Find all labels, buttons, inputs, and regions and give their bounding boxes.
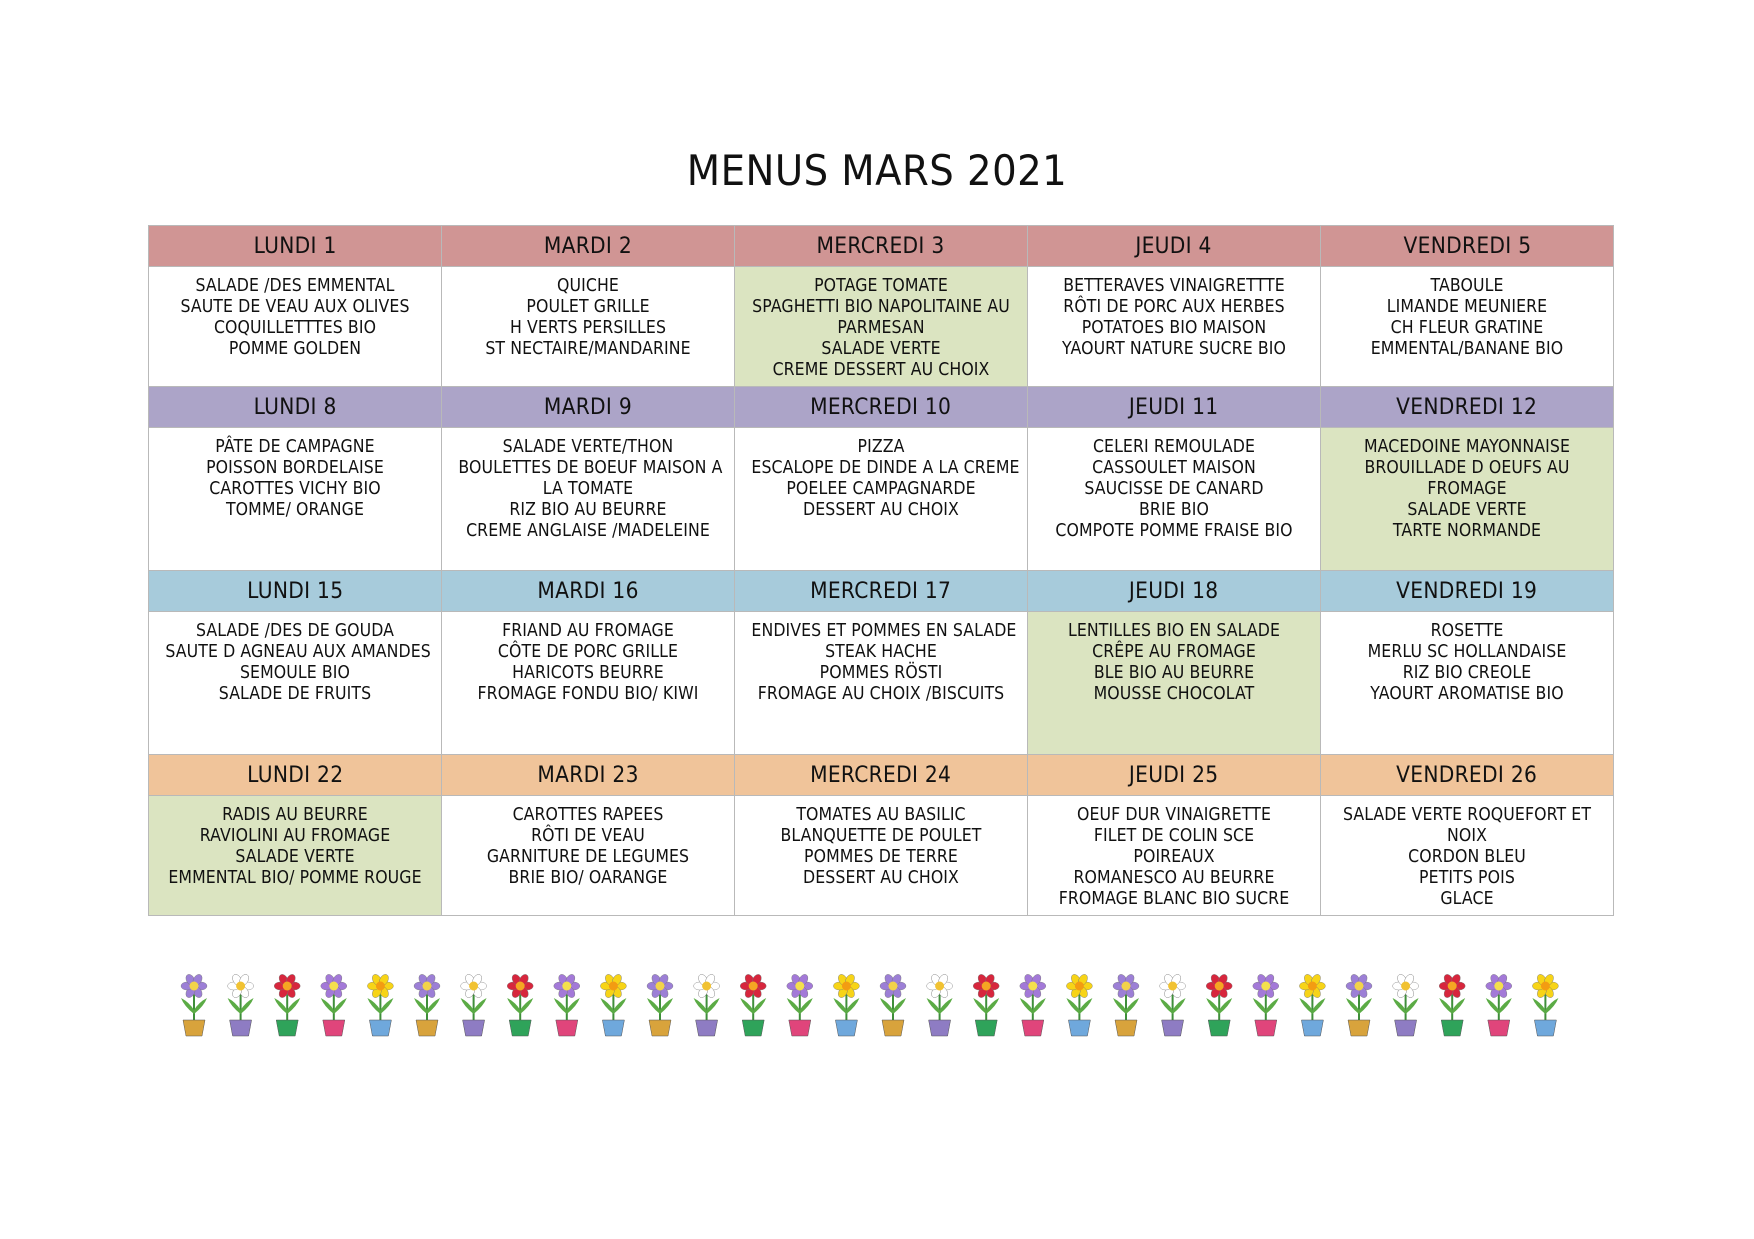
day-header-label: LUNDI 22 xyxy=(246,762,344,788)
potted-flower xyxy=(787,973,813,1036)
potted-flower xyxy=(1486,973,1512,1036)
day-header xyxy=(1321,755,1614,796)
day-header-label: MERCREDI 24 xyxy=(810,762,952,788)
menu-item: ESCALOPE DE DINDE A LA CREME xyxy=(751,458,1020,478)
day-menu-cell xyxy=(442,612,735,755)
day-header xyxy=(149,571,442,612)
menu-item: YAOURT AROMATISE BIO xyxy=(1370,684,1564,704)
menu-item: POULET GRILLE xyxy=(526,297,650,317)
potted-flower xyxy=(1393,973,1419,1036)
menu-item: HARICOTS BEURRE xyxy=(512,663,664,683)
menu-item: ENDIVES ET POMMES EN SALADE xyxy=(751,621,1017,641)
menu-item: POTAGE TOMATE xyxy=(814,276,948,296)
menu-item: RÔTI DE PORC AUX HERBES xyxy=(1063,297,1285,317)
day-header-label: VENDREDI 12 xyxy=(1396,394,1538,420)
menu-item: POISSON BORDELAISE xyxy=(206,458,384,478)
potted-flower xyxy=(1020,973,1046,1036)
menu-item: MOUSSE CHOCOLAT xyxy=(1093,684,1255,704)
day-menu-cell xyxy=(735,428,1028,571)
menu-item: SALADE VERTE/THON xyxy=(502,437,674,457)
day-menu-cell xyxy=(149,612,442,755)
menu-item: SALADE DE FRUITS xyxy=(218,684,372,704)
day-header xyxy=(442,755,735,796)
menu-item: TARTE NORMANDE xyxy=(1392,521,1542,541)
menu-item: SALADE VERTE xyxy=(821,339,941,359)
potted-flower xyxy=(1532,973,1558,1036)
potted-flower xyxy=(1113,973,1139,1036)
day-menu-cell xyxy=(149,267,442,387)
potted-flower xyxy=(1253,973,1279,1036)
day-menu-cell xyxy=(149,428,442,571)
menu-item: DESSERT AU CHOIX xyxy=(803,868,959,888)
potted-flower xyxy=(973,973,999,1036)
menu-item: POMMES RÖSTI xyxy=(819,663,943,683)
week-menu-row xyxy=(149,612,1614,755)
menu-item: RIZ BIO AU BEURRE xyxy=(509,500,667,520)
menu-item: DESSERT AU CHOIX xyxy=(803,500,959,520)
day-header xyxy=(1321,571,1614,612)
day-header-label: VENDREDI 19 xyxy=(1396,578,1538,604)
day-header-label: LUNDI 8 xyxy=(253,394,337,420)
menu-item: GARNITURE DE LEGUMES xyxy=(486,847,690,867)
potted-flower xyxy=(880,973,906,1036)
menu-item: CH FLEUR GRATINE xyxy=(1390,318,1544,338)
day-header xyxy=(149,755,442,796)
day-header xyxy=(1028,571,1321,612)
day-header-label: JEUDI 18 xyxy=(1129,578,1219,604)
menu-item: BLANQUETTE DE POULET xyxy=(780,826,982,846)
day-menu-cell xyxy=(1028,428,1321,571)
menu-item: LENTILLES BIO EN SALADE xyxy=(1067,621,1281,641)
week-menu-row xyxy=(149,796,1614,916)
menu-item: FRIAND AU FROMAGE xyxy=(502,621,674,641)
day-header xyxy=(1321,226,1614,267)
menu-item: NOIX xyxy=(1447,826,1487,846)
menu-item: CAROTTES VICHY BIO xyxy=(209,479,381,499)
day-menu-cell xyxy=(735,796,1028,916)
page-title: MENUS MARS 2021 xyxy=(686,146,1068,195)
menu-item: TOMME/ ORANGE xyxy=(225,500,365,520)
week-header-row xyxy=(149,387,1614,428)
day-header-label: VENDREDI 5 xyxy=(1403,233,1531,259)
day-header-label: LUNDI 15 xyxy=(246,578,344,604)
menu-item: TABOULE xyxy=(1430,276,1504,296)
menu-item: MACEDOINE MAYONNAISE xyxy=(1364,437,1570,457)
day-menu-cell xyxy=(1321,796,1614,916)
day-menu-cell xyxy=(149,796,442,916)
day-menu-cell xyxy=(1321,267,1614,387)
menu-item: SAUTE DE VEAU AUX OLIVES xyxy=(180,297,410,317)
day-header-label: MARDI 9 xyxy=(543,394,633,420)
day-menu-cell xyxy=(1028,267,1321,387)
menu-item: CAROTTES RAPEES xyxy=(512,805,664,825)
menu-item: FROMAGE AU CHOIX /BISCUITS xyxy=(757,684,1005,704)
menu-item: COQUILLETTTES BIO xyxy=(213,318,377,338)
day-header-label: MARDI 16 xyxy=(537,578,639,604)
menu-item: CASSOULET MAISON xyxy=(1092,458,1256,478)
potted-flower xyxy=(1160,973,1186,1036)
menu-item: CRÊPE AU FROMAGE xyxy=(1092,642,1256,662)
week-menu-row xyxy=(149,428,1614,571)
day-header xyxy=(1028,226,1321,267)
day-header xyxy=(1321,387,1614,428)
menu-item: RIZ BIO CREOLE xyxy=(1402,663,1532,683)
potted-flower xyxy=(740,973,766,1036)
day-header xyxy=(1028,755,1321,796)
potted-flower xyxy=(1206,973,1232,1036)
menu-item: COMPOTE POMME FRAISE BIO xyxy=(1055,521,1293,541)
menu-item: POELEE CAMPAGNARDE xyxy=(786,479,976,499)
week-header-row xyxy=(149,755,1614,796)
menu-item: FROMAGE BLANC BIO SUCRE xyxy=(1058,889,1290,909)
menu-item: SPAGHETTI BIO NAPOLITAINE AU xyxy=(752,297,1010,317)
day-menu-cell xyxy=(1321,612,1614,755)
menu-table xyxy=(148,225,1614,916)
menu-item: POMME GOLDEN xyxy=(228,339,362,359)
menu-item: POTATOES BIO MAISON xyxy=(1081,318,1267,338)
potted-flower xyxy=(1439,973,1465,1036)
day-menu-cell xyxy=(442,428,735,571)
menu-item: MERLU SC HOLLANDAISE xyxy=(1367,642,1567,662)
menu-item: ROMANESCO AU BEURRE xyxy=(1073,868,1275,888)
day-menu-cell xyxy=(735,267,1028,387)
menu-item: CREME DESSERT AU CHOIX xyxy=(772,360,990,380)
day-menu-cell xyxy=(735,612,1028,755)
menu-item: EMMENTAL BIO/ POMME ROUGE xyxy=(168,868,422,888)
menu-item: SAUTE D AGNEAU AUX AMANDES xyxy=(165,642,431,662)
menu-item: ROSETTE xyxy=(1430,621,1504,641)
potted-flower xyxy=(1066,973,1092,1036)
potted-flower xyxy=(507,973,533,1036)
week-menu-row xyxy=(149,267,1614,387)
menu-item: POIREAUX xyxy=(1133,847,1215,867)
potted-flower xyxy=(414,973,440,1036)
day-header-label: JEUDI 4 xyxy=(1135,233,1213,259)
menu-item: BOULETTES DE BOEUF MAISON A xyxy=(458,458,723,478)
day-header xyxy=(442,571,735,612)
menu-item: YAOURT NATURE SUCRE BIO xyxy=(1062,339,1286,359)
menu-item: BETTERAVES VINAIGRETTTE xyxy=(1063,276,1285,296)
menu-item: FROMAGE xyxy=(1427,479,1507,499)
menu-item: SALADE VERTE ROQUEFORT ET xyxy=(1342,805,1592,825)
day-header-label: JEUDI 25 xyxy=(1129,762,1219,788)
menu-item: PIZZA xyxy=(857,437,905,457)
potted-flower xyxy=(1299,973,1325,1036)
menu-item: RADIS AU BEURRE xyxy=(222,805,368,825)
menu-item: CREME ANGLAISE /MADELEINE xyxy=(466,521,710,541)
menu-item: CELERI REMOULADE xyxy=(1092,437,1256,457)
potted-flower xyxy=(600,973,626,1036)
day-header-label: LUNDI 1 xyxy=(253,233,337,259)
potted-flower xyxy=(181,973,207,1036)
potted-flower xyxy=(1346,973,1372,1036)
day-menu-cell xyxy=(442,267,735,387)
day-header xyxy=(735,755,1028,796)
day-header-label: MARDI 2 xyxy=(543,233,633,259)
day-header xyxy=(735,387,1028,428)
day-header xyxy=(442,387,735,428)
menu-item: OEUF DUR VINAIGRETTE xyxy=(1076,805,1271,825)
menu-item: H VERTS PERSILLES xyxy=(509,318,667,338)
potted-flower xyxy=(647,973,673,1036)
menu-item: GLACE xyxy=(1440,889,1494,909)
menu-item: RÔTI DE VEAU xyxy=(531,826,645,846)
potted-flower xyxy=(367,973,393,1036)
menu-item: CORDON BLEU xyxy=(1408,847,1526,867)
day-menu-cell xyxy=(1321,428,1614,571)
menu-item: SALADE VERTE xyxy=(1407,500,1527,520)
day-header-label: MERCREDI 10 xyxy=(810,394,952,420)
menu-item: BLE BIO AU BEURRE xyxy=(1093,663,1255,683)
potted-flower xyxy=(554,973,580,1036)
menu-item: FROMAGE FONDU BIO/ KIWI xyxy=(477,684,699,704)
day-header xyxy=(735,226,1028,267)
potted-flower xyxy=(274,973,300,1036)
day-menu-cell xyxy=(442,796,735,916)
day-header xyxy=(735,571,1028,612)
menu-item: SALADE /DES DE GOUDA xyxy=(195,621,395,641)
week-header-row xyxy=(149,571,1614,612)
day-header xyxy=(1028,387,1321,428)
day-header-label: MERCREDI 3 xyxy=(817,233,945,259)
menu-item: PETITS POIS xyxy=(1419,868,1515,888)
day-header-label: JEUDI 11 xyxy=(1129,394,1219,420)
menu-item: LA TOMATE xyxy=(542,479,634,499)
menu-item: SALADE VERTE xyxy=(235,847,355,867)
day-header xyxy=(149,387,442,428)
potted-flower xyxy=(228,973,254,1036)
day-header xyxy=(149,226,442,267)
menu-item: ST NECTAIRE/MANDARINE xyxy=(485,339,691,359)
potted-flower xyxy=(461,973,487,1036)
week-header-row xyxy=(149,226,1614,267)
day-menu-cell xyxy=(1028,796,1321,916)
day-header-label: MARDI 23 xyxy=(537,762,639,788)
menu-item: FILET DE COLIN SCE xyxy=(1093,826,1255,846)
day-header-label: MERCREDI 17 xyxy=(810,578,952,604)
menu-item: PARMESAN xyxy=(837,318,925,338)
menu-item: SEMOULE BIO xyxy=(239,663,351,683)
menu-item: BRIE BIO/ OARANGE xyxy=(508,868,668,888)
day-header xyxy=(442,226,735,267)
potted-flower xyxy=(927,973,953,1036)
potted-flower xyxy=(833,973,859,1036)
menu-item: RAVIOLINI AU FROMAGE xyxy=(199,826,391,846)
potted-flower xyxy=(694,973,720,1036)
menu-item: LIMANDE MEUNIERE xyxy=(1386,297,1548,317)
menu-item: STEAK HACHE xyxy=(825,642,937,662)
menu-item: BROUILLADE D OEUFS AU xyxy=(1364,458,1570,478)
menu-item: SAUCISSE DE CANARD xyxy=(1084,479,1264,499)
menu-item: SALADE /DES EMMENTAL xyxy=(195,276,395,296)
menu-item: QUICHE xyxy=(557,276,619,296)
menu-item: PÂTE DE CAMPAGNE xyxy=(215,437,375,457)
flower-border-decoration xyxy=(180,968,1580,1040)
potted-flower xyxy=(321,973,347,1036)
day-menu-cell xyxy=(1028,612,1321,755)
menu-item: EMMENTAL/BANANE BIO xyxy=(1370,339,1564,359)
menu-item: POMMES DE TERRE xyxy=(804,847,958,867)
menu-item: TOMATES AU BASILIC xyxy=(796,805,966,825)
menu-item: BRIE BIO xyxy=(1139,500,1209,520)
day-header-label: VENDREDI 26 xyxy=(1396,762,1538,788)
menu-item: CÔTE DE PORC GRILLE xyxy=(497,642,679,662)
